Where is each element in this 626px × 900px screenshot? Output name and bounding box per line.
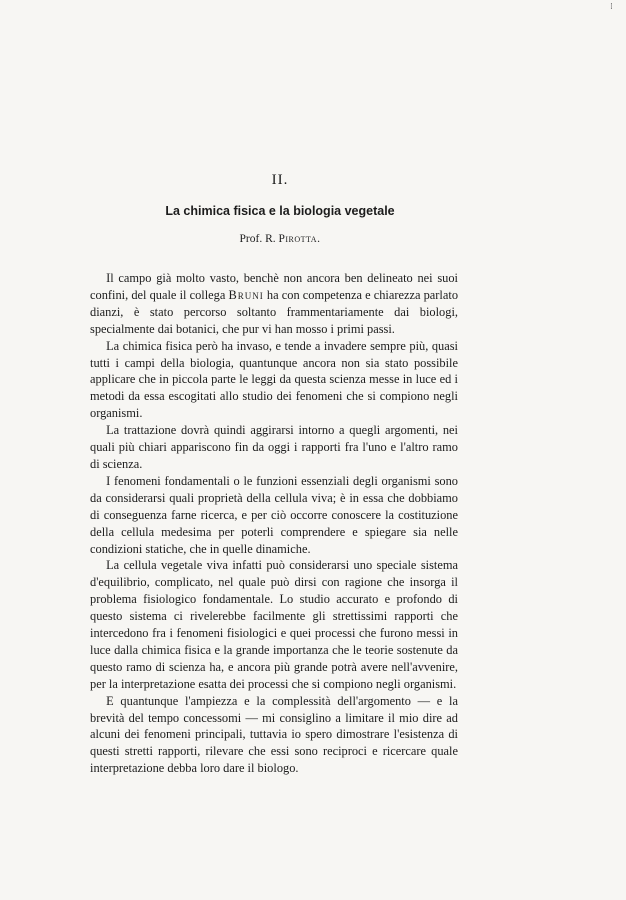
- author-prefix: Prof. R.: [239, 233, 276, 245]
- paragraph-4: I fenomeni fondamentali o le funzioni essenziali degli organismi sono da considerarsi quali proprietà della cellula viva; è in essa che dobbiamo di conseguenza farne ricerca, e per ciò occorre conoscere la costituzione della cellula medesima per poterli comprendere e spiegare sia nelle condizioni statiche, che in quelle dinamiche.: [90, 473, 458, 556]
- paragraph-3: La trattazione dovrà quindi aggirarsi intorno a quegli argomenti, nei quali più chiari appariscono fin da oggi i rapporti fra l'uno e l'altro ramo di scienza.: [90, 423, 458, 471]
- section-number: II.: [271, 172, 289, 188]
- colleague-name: Bruni: [228, 287, 264, 302]
- paragraph-1-end: ha con competenza e chiarezza parlato dianzi, è stato percorso soltanto frammentariamente dai biologi, specialmente dai botanici, che pur vi han mosso i primi passi.: [90, 287, 459, 336]
- paragraph-2: La chimica fisica però ha invaso, e tende a invadere sempre più, quasi tutti i campi della biologia, quantunque ancora non sia stato possibile applicare che in piccola parte le leggi da questa scienza messe in luce ed i metodi da essa escogitati allo studio dei fenomeni che si compiono negli organismi.: [90, 338, 458, 421]
- paragraph-6: E quantunque l'ampiezza e la complessità dell'argomento — e la brevità del tempo concessomi — mi consiglino a limitare il mio dire ad alcuni dei fenomeni principali, tuttavia io spero dimostrare l'esistenza di questi stretti rapporti, rilevare che essi sono reciproci e ricercare quale interpretazione debba loro dare il biologo.: [90, 693, 458, 776]
- paragraph-5: La cellula vegetale viva infatti può considerarsi uno speciale sistema d'equilibrio, complicato, nel quale può dirsi con ragione che insorga il problema fisiologico fondamentale. Lo studio accurato e profondo di questo sistema ci rivelerebbe facilmente gli strettissimi rapporti che intercedono fra i fenomeni fisiologici e quei processi che furono messi in luce dalla chimica fisica e la grande importanza che le teorie sostenute da questo ramo di scienza ha, e ancora più grande potrà avere nell'avvenire, per la interpretazione esatta dei processi che si compiono negli organismi.: [90, 558, 458, 691]
- paragraph-1: [90, 270, 458, 338]
- chapter-title: La chimica fisica e la biologia vegetale: [165, 204, 395, 218]
- page-edge-mark: ⁞: [610, 2, 613, 12]
- author-line: [0, 233, 560, 245]
- body-text: [90, 270, 458, 777]
- author-surname: Pirotta.: [278, 233, 321, 245]
- paragraph-1-start: Il campo già molto vasto, benchè non ancora ben delineato nei suoi confini, del quale il collega: [90, 271, 458, 302]
